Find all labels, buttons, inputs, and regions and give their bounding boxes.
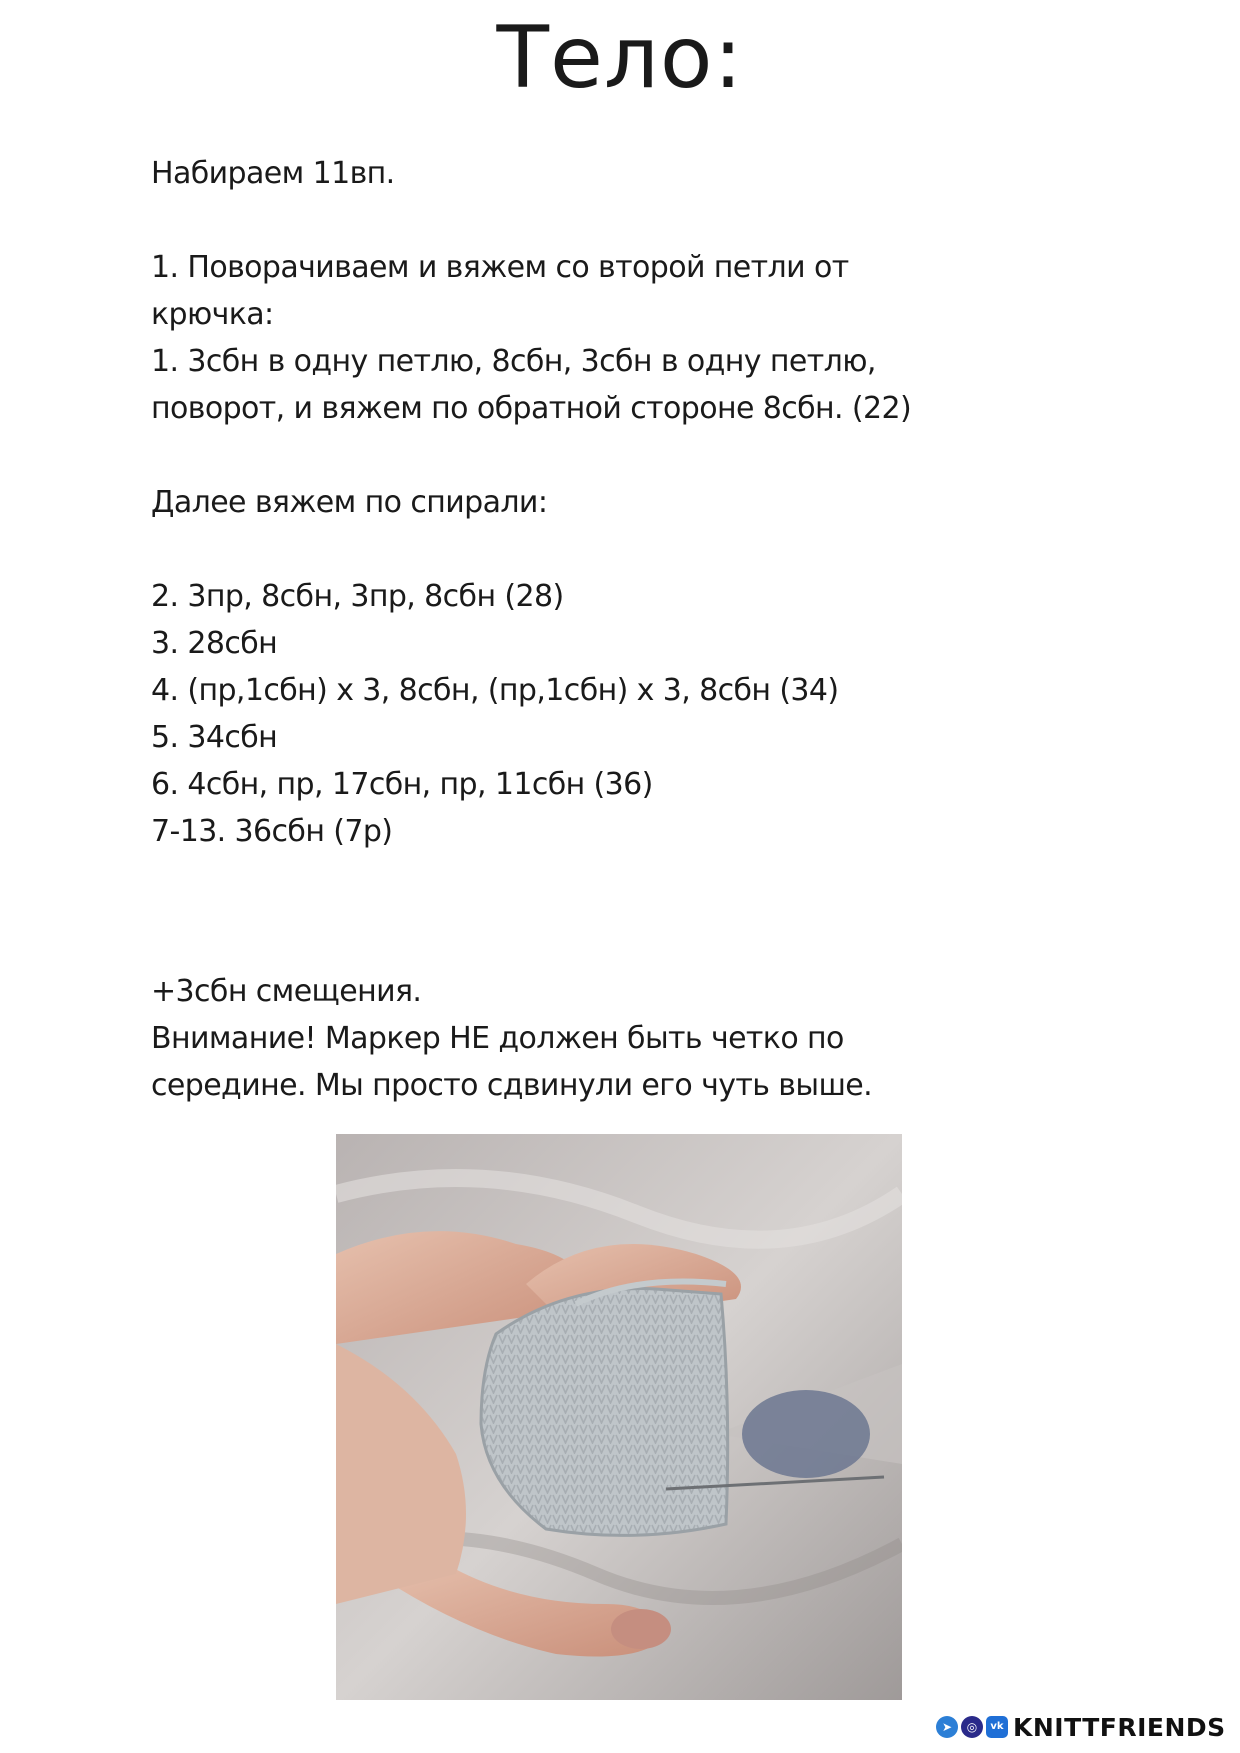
row-line: 5. 34сбн — [151, 720, 278, 755]
row-line: 7-13. 36сбн (7р) — [151, 814, 393, 849]
telegram-icon: ➤ — [936, 1716, 958, 1738]
page-title: Тело: — [496, 8, 744, 108]
row-line: 4. (пр,1сбн) х 3, 8сбн, (пр,1сбн) х 3, 8сбн (34) — [151, 673, 839, 708]
step1-line: 1. 3сбн в одну петлю, 8сбн, 3сбн в одну петлю, — [151, 344, 876, 379]
brand-name: KNITTFRIENDS — [1013, 1712, 1226, 1742]
row-line: 2. 3пр, 8сбн, 3пр, 8сбн (28) — [151, 579, 564, 614]
intro-line: Набираем 11вп. — [151, 156, 395, 191]
note-line: середине. Мы просто сдвинули его чуть выше. — [151, 1068, 873, 1103]
step1-line: поворот, и вяжем по обратной стороне 8сбн. (22) — [151, 391, 912, 426]
step1-line: крючка: — [151, 297, 274, 332]
note-line: +3сбн смещения. — [151, 974, 422, 1009]
vk-icon: vk — [986, 1716, 1008, 1738]
note-line: Внимание! Маркер НЕ должен быть четко по — [151, 1021, 844, 1056]
brand-watermark — [936, 1710, 1226, 1744]
crochet-photo — [336, 1134, 902, 1700]
instructions — [151, 150, 1151, 1109]
instagram-icon: ◎ — [961, 1716, 983, 1738]
spiral-heading: Далее вяжем по спирали: — [151, 485, 548, 520]
step1-line: 1. Поворачиваем и вяжем со второй петли от — [151, 250, 849, 285]
row-line: 6. 4сбн, пр, 17сбн, пр, 11сбн (36) — [151, 767, 653, 802]
row-line: 3. 28сбн — [151, 626, 278, 661]
